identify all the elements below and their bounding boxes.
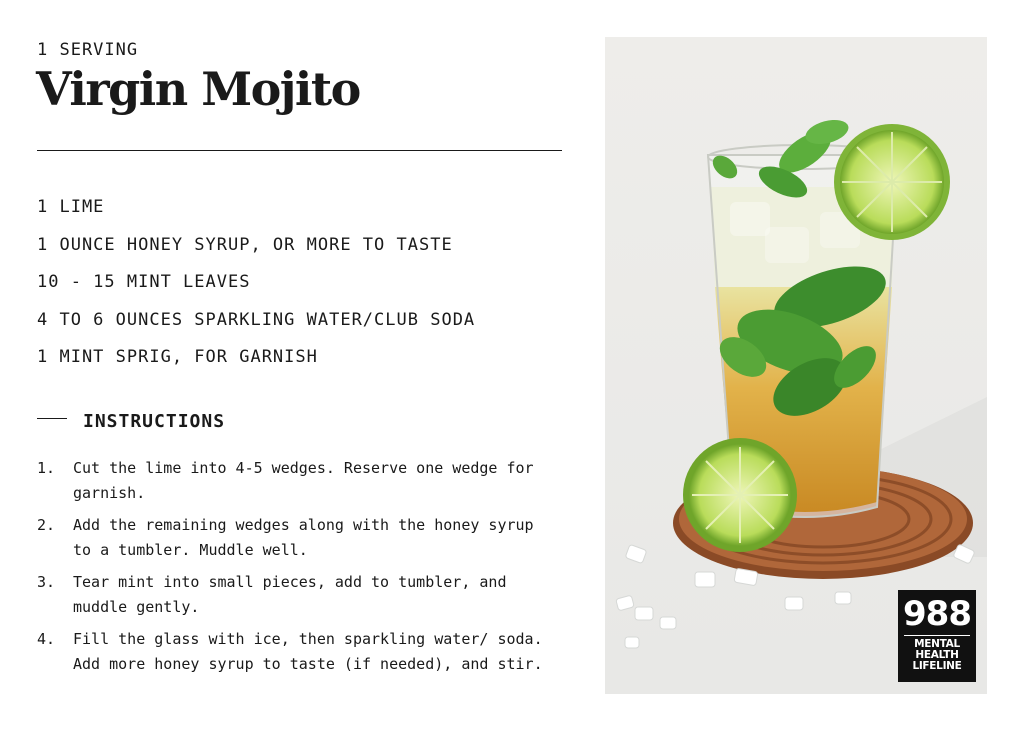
step-number: 4. [37, 630, 56, 648]
recipe-title: Virgin Mojito [36, 62, 360, 116]
title-divider [37, 150, 562, 151]
lime-half [683, 438, 797, 552]
ingredient-item: 1 MINT SPRIG, FOR GARNISH [37, 347, 318, 367]
step-text: Cut the lime into 4-5 wedges. Reserve one wedge for garnish. [73, 459, 534, 502]
badge-line: MENTAL [914, 638, 960, 650]
instructions-header [37, 408, 225, 434]
step-text: Tear mint into small pieces, add to tumbler, and muddle gently. [73, 573, 507, 616]
badge-line: LIFELINE [912, 660, 962, 672]
instruction-step [37, 570, 562, 619]
ingredient-item: 1 LIME [37, 197, 105, 217]
badge-number: 988 [903, 594, 971, 634]
badge-line: HEALTH [915, 649, 959, 661]
instruction-step [37, 513, 562, 562]
step-text: Fill the glass with ice, then sparkling water/ soda. Add more honey syrup to taste (if needed), and stir. [73, 630, 543, 673]
step-number: 3. [37, 573, 56, 591]
badge-divider [904, 635, 970, 636]
heading-dash [37, 418, 67, 419]
988-lifeline-logo [898, 590, 976, 682]
instruction-step [37, 456, 562, 505]
ingredient-list [37, 196, 475, 384]
ingredient-item: 1 OUNCE HONEY SYRUP, OR MORE TO TASTE [37, 234, 453, 255]
step-number: 2. [37, 516, 56, 534]
instructions-heading: INSTRUCTIONS [83, 410, 226, 432]
step-text: Add the remaining wedges along with the honey syrup to a tumbler. Muddle well. [73, 516, 534, 559]
instruction-steps [37, 456, 562, 684]
step-number: 1. [37, 459, 56, 477]
instruction-step [37, 627, 562, 676]
servings-label: 1 SERVING [37, 40, 139, 60]
ingredient-item: 10 - 15 MINT LEAVES [37, 272, 251, 292]
lime-wheel [834, 124, 950, 240]
ingredient-item: 4 TO 6 OUNCES SPARKLING WATER/CLUB SODA [37, 309, 476, 330]
